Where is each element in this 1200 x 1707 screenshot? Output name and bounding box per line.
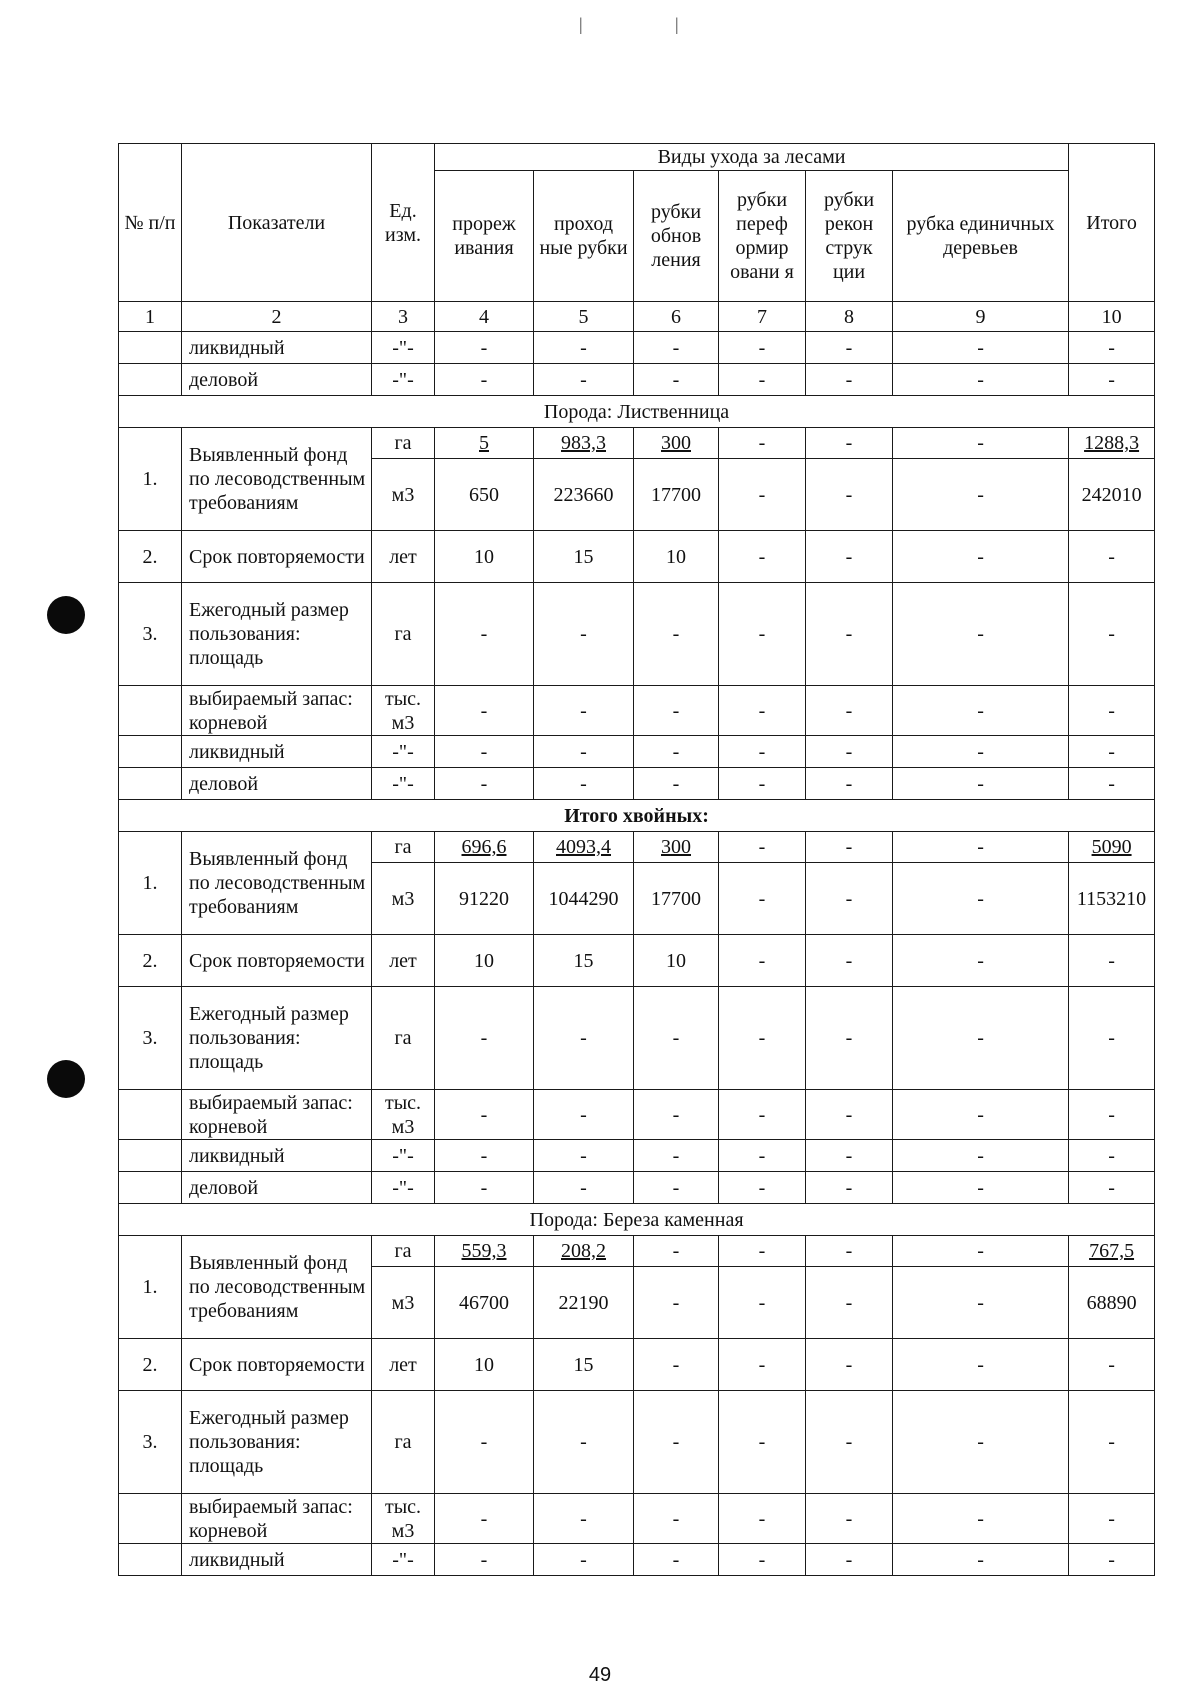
value-cell: - <box>719 428 806 459</box>
value-cell: - <box>634 768 719 800</box>
value-cell: 15 <box>534 531 634 583</box>
indicator-cell: ликвидный <box>182 1140 372 1172</box>
value-cell: - <box>806 768 893 800</box>
value-cell: 983,3 <box>534 428 634 459</box>
value-cell: - <box>893 583 1069 686</box>
value-cell: - <box>893 736 1069 768</box>
unit-cell: га <box>372 832 435 863</box>
value-cell: - <box>634 1494 719 1544</box>
value-cell: - <box>719 1339 806 1391</box>
row-number: 2. <box>119 531 182 583</box>
header-group: Виды ухода за лесами <box>435 144 1069 171</box>
value-cell: - <box>806 686 893 736</box>
page-number: 49 <box>588 1664 612 1686</box>
section-title: Порода: Лиственница <box>119 396 1155 428</box>
table-row <box>119 1494 1155 1544</box>
value-cell: - <box>893 863 1069 935</box>
indicator-cell: деловой <box>182 364 372 396</box>
value-cell: - <box>893 1339 1069 1391</box>
value-cell: - <box>893 1090 1069 1140</box>
value-cell: 15 <box>534 935 634 987</box>
header-type: проход ные рубки <box>534 171 634 302</box>
row-number <box>119 1140 182 1172</box>
value-cell: - <box>435 1172 534 1204</box>
table-row <box>119 768 1155 800</box>
indicator-cell: Ежегодный размер пользования: площадь <box>182 1391 372 1494</box>
value-cell: - <box>893 1172 1069 1204</box>
value-cell: - <box>1069 1339 1155 1391</box>
value-cell: 17700 <box>634 459 719 531</box>
value-cell: - <box>806 583 893 686</box>
value-cell: - <box>634 736 719 768</box>
unit-cell: -"- <box>372 1172 435 1204</box>
value-cell: 559,3 <box>435 1236 534 1267</box>
value-cell: - <box>534 987 634 1090</box>
value-cell: - <box>719 832 806 863</box>
value-cell: 5090 <box>1069 832 1155 863</box>
unit-cell: м3 <box>372 863 435 935</box>
value-cell: - <box>806 1544 893 1576</box>
value-cell: - <box>1069 332 1155 364</box>
punch-hole <box>47 596 85 634</box>
indicator-cell: выбираемый запас: корневой <box>182 1090 372 1140</box>
value-cell: - <box>719 1267 806 1339</box>
value-cell: 208,2 <box>534 1236 634 1267</box>
value-cell: - <box>806 1267 893 1339</box>
value-cell: - <box>1069 1391 1155 1494</box>
value-cell: - <box>634 1391 719 1494</box>
value-cell: 10 <box>634 531 719 583</box>
row-number: 2. <box>119 935 182 987</box>
value-cell: - <box>806 863 893 935</box>
value-cell: - <box>893 1267 1069 1339</box>
col-number: 8 <box>806 302 893 332</box>
header-num: № п/п <box>119 144 182 302</box>
unit-cell: тыс. м3 <box>372 686 435 736</box>
value-cell: - <box>1069 1494 1155 1544</box>
table-row <box>119 531 1155 583</box>
value-cell: - <box>634 1544 719 1576</box>
value-cell: 300 <box>634 428 719 459</box>
unit-cell: -"- <box>372 364 435 396</box>
row-number: 3. <box>119 1391 182 1494</box>
unit-cell: лет <box>372 935 435 987</box>
value-cell: - <box>719 332 806 364</box>
row-number <box>119 686 182 736</box>
scan-mark: | <box>579 14 583 34</box>
value-cell: - <box>719 1391 806 1494</box>
value-cell: - <box>435 736 534 768</box>
value-cell: - <box>1069 1172 1155 1204</box>
value-cell: - <box>893 364 1069 396</box>
value-cell: 223660 <box>534 459 634 531</box>
unit-cell: тыс. м3 <box>372 1090 435 1140</box>
value-cell: - <box>534 1172 634 1204</box>
value-cell: - <box>435 332 534 364</box>
section-title: Итого хвойных: <box>119 800 1155 832</box>
row-number <box>119 1090 182 1140</box>
row-number: 1. <box>119 832 182 935</box>
col-number: 1 <box>119 302 182 332</box>
value-cell: - <box>893 1544 1069 1576</box>
row-number: 3. <box>119 583 182 686</box>
value-cell: - <box>806 1236 893 1267</box>
value-cell: 46700 <box>435 1267 534 1339</box>
indicator-cell: ликвидный <box>182 736 372 768</box>
table-row <box>119 583 1155 686</box>
value-cell: - <box>634 987 719 1090</box>
unit-cell: -"- <box>372 332 435 364</box>
row-number <box>119 768 182 800</box>
value-cell: - <box>1069 736 1155 768</box>
col-number: 6 <box>634 302 719 332</box>
value-cell: 10 <box>634 935 719 987</box>
header-type: рубки переф ормир овани я <box>719 171 806 302</box>
value-cell: - <box>806 459 893 531</box>
value-cell: - <box>806 428 893 459</box>
value-cell: 10 <box>435 1339 534 1391</box>
unit-cell: га <box>372 1236 435 1267</box>
table-row <box>119 987 1155 1090</box>
indicator-cell: ликвидный <box>182 332 372 364</box>
value-cell: - <box>1069 1090 1155 1140</box>
table-row <box>119 332 1155 364</box>
value-cell: - <box>893 428 1069 459</box>
table-row <box>119 364 1155 396</box>
indicator-cell: Выявленный фонд по лесоводственным требованиям <box>182 1236 372 1339</box>
value-cell: - <box>806 531 893 583</box>
row-number <box>119 1494 182 1544</box>
table-row <box>119 1391 1155 1494</box>
value-cell: - <box>1069 768 1155 800</box>
value-cell: - <box>893 332 1069 364</box>
unit-cell: м3 <box>372 1267 435 1339</box>
value-cell: 17700 <box>634 863 719 935</box>
value-cell: - <box>634 364 719 396</box>
value-cell: - <box>1069 531 1155 583</box>
value-cell: - <box>719 531 806 583</box>
unit-cell: -"- <box>372 1140 435 1172</box>
value-cell: - <box>893 1140 1069 1172</box>
value-cell: - <box>435 987 534 1090</box>
value-cell: - <box>634 332 719 364</box>
indicator-cell: ликвидный <box>182 1544 372 1576</box>
value-cell: - <box>1069 935 1155 987</box>
forest-care-table <box>118 143 1155 1576</box>
row-number <box>119 736 182 768</box>
value-cell: - <box>806 1140 893 1172</box>
unit-cell: га <box>372 583 435 686</box>
col-number: 9 <box>893 302 1069 332</box>
value-cell: - <box>634 1090 719 1140</box>
value-cell: - <box>435 1090 534 1140</box>
value-cell: - <box>435 1391 534 1494</box>
header-type: прореж ивания <box>435 171 534 302</box>
value-cell: - <box>719 935 806 987</box>
value-cell: 650 <box>435 459 534 531</box>
value-cell: - <box>893 935 1069 987</box>
value-cell: - <box>634 1236 719 1267</box>
value-cell: - <box>893 531 1069 583</box>
value-cell: - <box>435 1494 534 1544</box>
row-number <box>119 1172 182 1204</box>
indicator-cell: выбираемый запас: корневой <box>182 686 372 736</box>
value-cell: - <box>435 583 534 686</box>
indicator-cell: Срок повторяемости <box>182 531 372 583</box>
row-number <box>119 364 182 396</box>
indicator-cell: деловой <box>182 1172 372 1204</box>
header-indicator: Показатели <box>182 144 372 302</box>
value-cell: - <box>806 1172 893 1204</box>
table-row <box>119 686 1155 736</box>
value-cell: - <box>806 1339 893 1391</box>
value-cell: - <box>719 1140 806 1172</box>
value-cell: 1044290 <box>534 863 634 935</box>
value-cell: - <box>893 1391 1069 1494</box>
value-cell: - <box>435 1544 534 1576</box>
value-cell: 15 <box>534 1339 634 1391</box>
value-cell: 767,5 <box>1069 1236 1155 1267</box>
value-cell: - <box>893 686 1069 736</box>
value-cell: - <box>806 332 893 364</box>
value-cell: - <box>806 1090 893 1140</box>
value-cell: - <box>719 364 806 396</box>
value-cell: - <box>534 1544 634 1576</box>
value-cell: - <box>719 1172 806 1204</box>
table-row <box>119 1339 1155 1391</box>
indicator-cell: деловой <box>182 768 372 800</box>
value-cell: - <box>534 686 634 736</box>
value-cell: - <box>634 1172 719 1204</box>
value-cell: - <box>1069 583 1155 686</box>
table-row <box>119 1544 1155 1576</box>
indicator-cell: Выявленный фонд по лесоводственным требованиям <box>182 428 372 531</box>
unit-cell: -"- <box>372 736 435 768</box>
value-cell: - <box>435 768 534 800</box>
value-cell: 300 <box>634 832 719 863</box>
table-row <box>119 1090 1155 1140</box>
value-cell: - <box>719 583 806 686</box>
value-cell: - <box>719 736 806 768</box>
scan-mark: | <box>675 14 679 34</box>
value-cell: - <box>719 768 806 800</box>
row-number <box>119 1544 182 1576</box>
value-cell: - <box>719 987 806 1090</box>
row-number: 2. <box>119 1339 182 1391</box>
indicator-cell: Ежегодный размер пользования: площадь <box>182 987 372 1090</box>
unit-cell: га <box>372 428 435 459</box>
col-number: 4 <box>435 302 534 332</box>
header-type: рубки обнов ления <box>634 171 719 302</box>
value-cell: - <box>435 686 534 736</box>
indicator-cell: Срок повторяемости <box>182 935 372 987</box>
row-number: 1. <box>119 1236 182 1339</box>
value-cell: 22190 <box>534 1267 634 1339</box>
unit-cell: м3 <box>372 459 435 531</box>
unit-cell: лет <box>372 1339 435 1391</box>
value-cell: 1153210 <box>1069 863 1155 935</box>
value-cell: - <box>893 832 1069 863</box>
value-cell: - <box>534 1140 634 1172</box>
row-number: 3. <box>119 987 182 1090</box>
col-number: 2 <box>182 302 372 332</box>
value-cell: - <box>806 364 893 396</box>
value-cell: - <box>893 1236 1069 1267</box>
value-cell: 10 <box>435 935 534 987</box>
value-cell: - <box>719 863 806 935</box>
value-cell: - <box>893 987 1069 1090</box>
value-cell: - <box>534 364 634 396</box>
value-cell: 5 <box>435 428 534 459</box>
value-cell: - <box>534 1090 634 1140</box>
unit-cell: га <box>372 987 435 1090</box>
value-cell: - <box>806 736 893 768</box>
value-cell: - <box>806 987 893 1090</box>
table-row <box>119 935 1155 987</box>
table-row <box>119 736 1155 768</box>
value-cell: - <box>806 935 893 987</box>
value-cell: - <box>1069 364 1155 396</box>
table-row <box>119 1172 1155 1204</box>
value-cell: 91220 <box>435 863 534 935</box>
unit-cell: га <box>372 1391 435 1494</box>
unit-cell: лет <box>372 531 435 583</box>
row-number: 1. <box>119 428 182 531</box>
indicator-cell: Срок повторяемости <box>182 1339 372 1391</box>
col-number: 5 <box>534 302 634 332</box>
value-cell: - <box>534 583 634 686</box>
col-number: 10 <box>1069 302 1155 332</box>
indicator-cell: Выявленный фонд по лесоводственным требованиям <box>182 832 372 935</box>
section-title: Порода: Береза каменная <box>119 1204 1155 1236</box>
indicator-cell: Ежегодный размер пользования: площадь <box>182 583 372 686</box>
value-cell: - <box>634 1140 719 1172</box>
table-row <box>119 1140 1155 1172</box>
header-type: рубки рекон струк ции <box>806 171 893 302</box>
value-cell: 1288,3 <box>1069 428 1155 459</box>
col-number: 7 <box>719 302 806 332</box>
value-cell: - <box>634 583 719 686</box>
value-cell: - <box>719 1090 806 1140</box>
col-number: 3 <box>372 302 435 332</box>
value-cell: - <box>893 459 1069 531</box>
value-cell: - <box>1069 1544 1155 1576</box>
value-cell: - <box>1069 987 1155 1090</box>
unit-cell: -"- <box>372 768 435 800</box>
value-cell: 696,6 <box>435 832 534 863</box>
value-cell: - <box>719 1236 806 1267</box>
header-type: рубка единичных деревьев <box>893 171 1069 302</box>
value-cell: - <box>534 1391 634 1494</box>
header-unit: Ед. изм. <box>372 144 435 302</box>
unit-cell: -"- <box>372 1544 435 1576</box>
value-cell: 68890 <box>1069 1267 1155 1339</box>
value-cell: - <box>806 1494 893 1544</box>
value-cell: - <box>893 768 1069 800</box>
unit-cell: тыс. м3 <box>372 1494 435 1544</box>
value-cell: - <box>806 1391 893 1494</box>
value-cell: 10 <box>435 531 534 583</box>
value-cell: - <box>534 736 634 768</box>
value-cell: - <box>719 459 806 531</box>
value-cell: - <box>806 832 893 863</box>
value-cell: - <box>719 1544 806 1576</box>
value-cell: - <box>534 768 634 800</box>
value-cell: - <box>634 1267 719 1339</box>
value-cell: - <box>534 1494 634 1544</box>
indicator-cell: выбираемый запас: корневой <box>182 1494 372 1544</box>
value-cell: - <box>719 686 806 736</box>
value-cell: 242010 <box>1069 459 1155 531</box>
value-cell: - <box>634 686 719 736</box>
value-cell: - <box>893 1494 1069 1544</box>
header-total: Итого <box>1069 144 1155 302</box>
row-number <box>119 332 182 364</box>
value-cell: 4093,4 <box>534 832 634 863</box>
value-cell: - <box>534 332 634 364</box>
value-cell: - <box>435 364 534 396</box>
value-cell: - <box>719 1494 806 1544</box>
value-cell: - <box>435 1140 534 1172</box>
value-cell: - <box>634 1339 719 1391</box>
punch-hole <box>47 1060 85 1098</box>
value-cell: - <box>1069 1140 1155 1172</box>
value-cell: - <box>1069 686 1155 736</box>
